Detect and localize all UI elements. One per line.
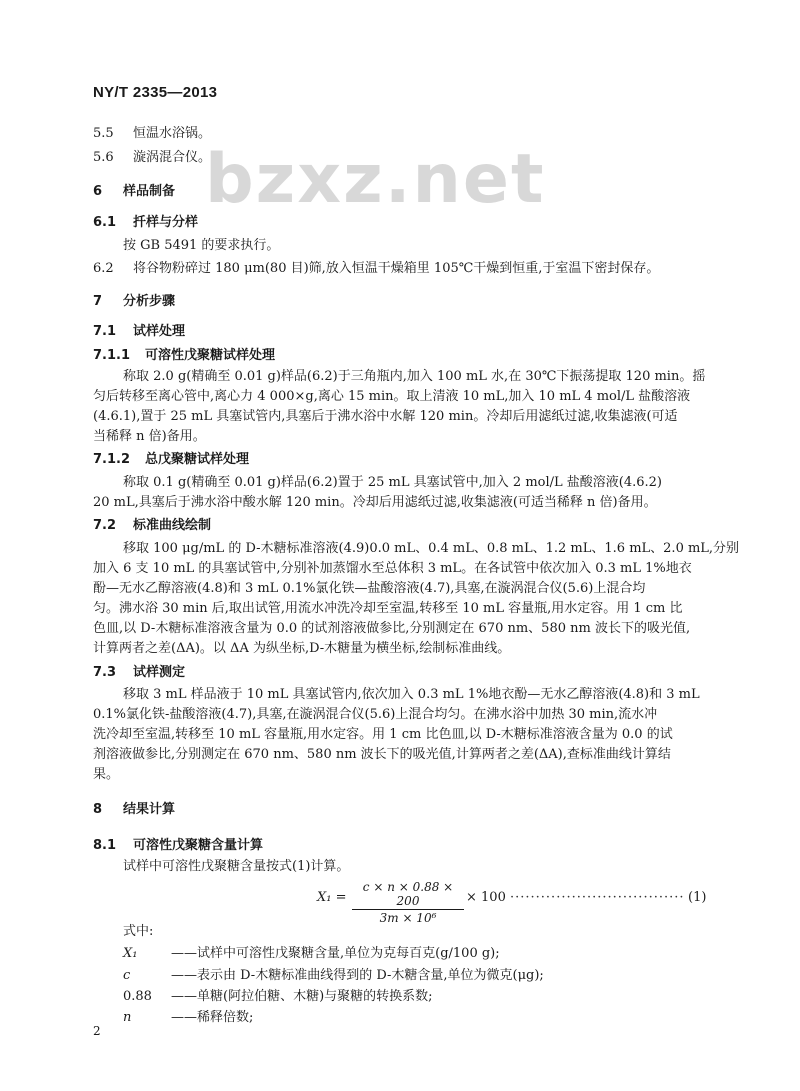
section-title: 扦样与分样 xyxy=(133,215,199,230)
variable-definition xyxy=(123,1010,253,1026)
clause-number: 6.2 xyxy=(93,261,114,276)
section-7-heading xyxy=(93,294,175,310)
section-6-1-text: 按 GB 5491 的要求执行。 xyxy=(123,238,280,253)
section-7-1-heading xyxy=(93,324,185,340)
variable-symbol: n xyxy=(123,1010,132,1025)
section-title: 分析步骤 xyxy=(123,294,176,309)
paragraph-line: 匀后转移至离心管中,离心力 4 000×g,离心 15 min。取上清液 10 mL,加入 10 mL 4 mol/L 盐酸溶液 xyxy=(93,389,691,404)
formula-1 xyxy=(0,880,800,925)
section-title: 试样处理 xyxy=(133,324,186,339)
section-number: 7.1.2 xyxy=(93,452,131,467)
clause-number: 5.6 xyxy=(93,150,114,165)
clause-number: 5.5 xyxy=(93,126,114,141)
variable-definition xyxy=(123,989,433,1005)
section-number: 8.1 xyxy=(93,838,117,853)
formula-intro: 试样中可溶性戊聚糖含量按式(1)计算。 xyxy=(123,859,350,874)
section-title: 标准曲线绘制 xyxy=(133,518,212,533)
section-number: 6.1 xyxy=(93,215,117,230)
paragraph-line: 洗冷却至室温,转移至 10 mL 容量瓶,用水定容。用 1 cm 比色皿,以 D-木糖标准溶液含量为 0.0 的试 xyxy=(93,727,673,742)
section-title: 可溶性戊聚糖试样处理 xyxy=(145,348,276,363)
formula-numerator: c × n × 0.88 × 200 xyxy=(352,880,464,910)
clause-5-6 xyxy=(93,150,211,166)
standard-code: NY/T 2335—2013 xyxy=(93,84,218,101)
variable-description: ——稀释倍数; xyxy=(171,1010,254,1025)
clause-text: 将谷物粉碎过 180 μm(80 目)筛,放入恒温干燥箱里 105℃干燥到恒重,于室温下密封保存。 xyxy=(133,261,660,276)
paragraph-line: 称取 0.1 g(精确至 0.01 g)样品(6.2)置于 25 mL 具塞试管中,加入 2 mol/L 盐酸溶液(4.6.2) xyxy=(123,475,662,490)
section-7-2-heading xyxy=(93,518,211,534)
section-6-1-heading xyxy=(93,215,198,231)
section-title: 总戊聚糖试样处理 xyxy=(145,452,250,467)
section-title: 试样测定 xyxy=(133,665,186,680)
section-7-1-2-heading xyxy=(93,452,249,468)
paragraph-line: 酚—无水乙醇溶液(4.8)和 3 mL 0.1%氯化铁—盐酸溶液(4.7),具塞,在漩涡混合仪(5.6)上混合均 xyxy=(93,581,646,596)
section-number: 7.2 xyxy=(93,518,117,533)
variable-definition xyxy=(123,968,544,984)
variable-definition xyxy=(123,946,500,962)
formula-denominator: 3m × 10⁶ xyxy=(379,911,437,925)
section-number: 7 xyxy=(93,294,103,309)
paragraph-line: 匀。沸水浴 30 min 后,取出试管,用流水冲洗冷却至室温,转移至 10 mL 容量瓶,用水定容。用 1 cm 比 xyxy=(93,601,683,616)
section-number: 7.1.1 xyxy=(93,348,131,363)
section-7-3-heading xyxy=(93,665,185,681)
paragraph-line: 0.1%氯化铁-盐酸溶液(4.7),具塞,在漩涡混合仪(5.6)上混合均匀。在沸水浴中加热 30 min,流水冲 xyxy=(93,707,658,722)
variable-symbol: 0.88 xyxy=(123,989,152,1004)
section-7-1-1-heading xyxy=(93,348,275,364)
section-number: 7.1 xyxy=(93,324,117,339)
formula-rhs: × 100 xyxy=(466,890,506,905)
section-title: 样品制备 xyxy=(123,184,176,199)
section-number: 7.3 xyxy=(93,665,117,680)
paragraph-line: 当稀释 n 倍)备用。 xyxy=(93,429,206,444)
paragraph-line: (4.6.1),置于 25 mL 具塞试管内,具塞后于沸水浴中水解 120 min。冷却后用滤纸过滤,收集滤液(可适 xyxy=(93,409,678,424)
clause-6-2 xyxy=(93,261,659,277)
formula-number: (1) xyxy=(688,890,707,905)
paragraph-line: 加入 6 支 10 mL 的具塞试管中,分别补加蒸馏水至总体积 3 mL。在各试管中依次加入 0.3 mL 1%地衣 xyxy=(93,561,692,576)
formula-lhs: X₁ = xyxy=(317,890,347,905)
paragraph-line: 移取 3 mL 样品液于 10 mL 具塞试管内,依次加入 0.3 mL 1%地衣酚—无水乙醇溶液(4.8)和 3 mL xyxy=(123,687,700,702)
paragraph-line: 色皿,以 D-木糖标准溶液含量为 0.0 的试剂溶液做参比,分别测定在 670 nm、580 nm 波长下的吸光值, xyxy=(93,621,691,636)
section-number: 6 xyxy=(93,184,103,199)
formula-fraction xyxy=(352,880,464,925)
variable-symbol: c xyxy=(123,968,131,983)
paragraph-line: 移取 100 μg/mL 的 D-木糖标准溶液(4.9)0.0 mL、0.4 mL、0.8 mL、1.2 mL、1.6 mL、2.0 mL,分别 xyxy=(123,541,740,556)
section-8-heading xyxy=(93,802,175,818)
formula-leader-dots: ·································· xyxy=(510,890,685,905)
watermark: bzxz.net xyxy=(205,140,546,219)
page-number: 2 xyxy=(93,1024,101,1038)
clause-5-5 xyxy=(93,126,211,142)
section-number: 8 xyxy=(93,802,103,817)
where-label: 式中: xyxy=(123,924,154,939)
variable-symbol: X₁ xyxy=(123,946,138,961)
variable-description: ——单糖(阿拉伯糖、木糖)与聚糖的转换系数; xyxy=(171,989,433,1004)
paragraph-line: 计算两者之差(ΔA)。以 ΔA 为纵坐标,D-木糖量为横坐标,绘制标准曲线。 xyxy=(93,641,511,656)
variable-description: ——表示由 D-木糖标准曲线得到的 D-木糖含量,单位为微克(μg); xyxy=(171,968,544,983)
section-title: 结果计算 xyxy=(123,802,176,817)
section-title: 可溶性戊聚糖含量计算 xyxy=(133,838,264,853)
paragraph-line: 果。 xyxy=(93,767,120,782)
paragraph-line: 剂溶液做参比,分别测定在 670 nm、580 nm 波长下的吸光值,计算两者之差(ΔA),查标准曲线计算结 xyxy=(93,747,671,762)
variable-description: ——试样中可溶性戊聚糖含量,单位为克每百克(g/100 g); xyxy=(171,946,500,961)
paragraph-line: 20 mL,具塞后于沸水浴中酸水解 120 min。冷却后用滤纸过滤,收集滤液(可适当稀释 n 倍)备用。 xyxy=(93,495,657,510)
clause-text: 漩涡混合仪。 xyxy=(133,150,212,165)
clause-text: 恒温水浴锅。 xyxy=(133,126,212,141)
section-8-1-heading xyxy=(93,838,263,854)
section-6-heading xyxy=(93,184,175,200)
paragraph-line: 称取 2.0 g(精确至 0.01 g)样品(6.2)于三角瓶内,加入 100 mL 水,在 30℃下振荡提取 120 min。摇 xyxy=(123,369,706,384)
